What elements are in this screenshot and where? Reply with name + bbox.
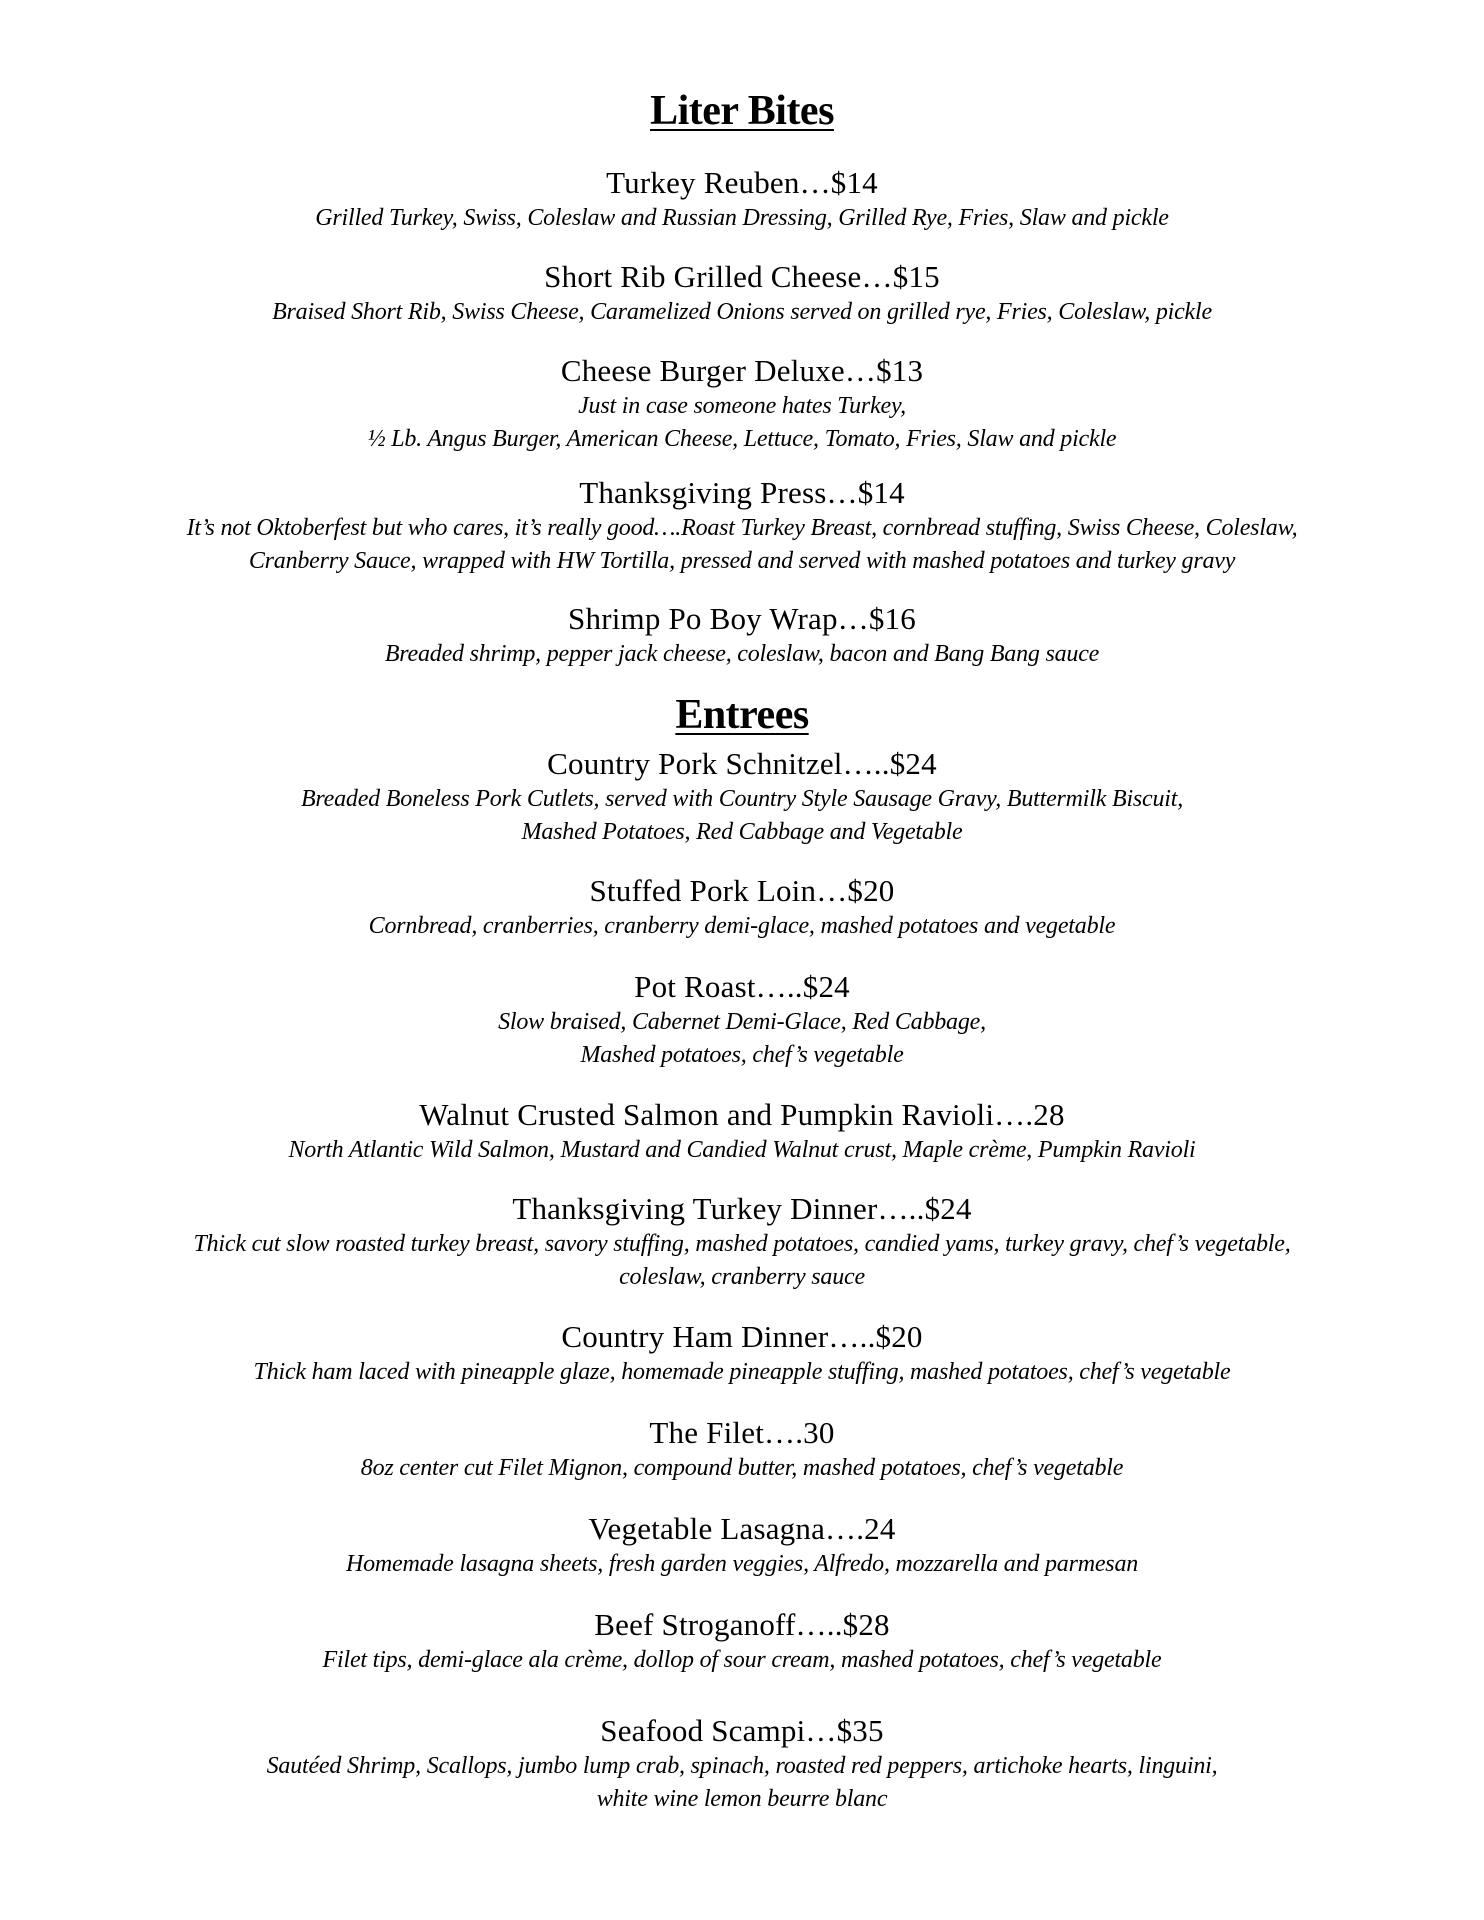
section-title-entrees: Entrees [675,692,809,738]
menu-item-name: Country Pork Schnitzel…..$24 [547,746,937,781]
menu-item-description: It’s not Oktoberfest but who cares, it’s really good….Roast Turkey Breast, cornbread stuffing, Swiss Cheese, Coleslaw, [186,515,1298,541]
menu-item-description: North Atlantic Wild Salmon, Mustard and Candied Walnut crust, Maple crème, Pumpkin Ravioli [288,1137,1196,1163]
menu-item-name: Walnut Crusted Salmon and Pumpkin Ravioli….28 [419,1097,1065,1132]
menu-item-description: Breaded shrimp, pepper jack cheese, coleslaw, bacon and Bang Bang sauce [384,641,1100,667]
menu-item-country-ham-dinner [0,1318,1484,1389]
menu-item-name: Cheese Burger Deluxe…$13 [560,353,924,388]
menu-item-turkey-reuben [0,164,1484,235]
menu-item-country-pork-schnitzel [0,745,1484,849]
menu-item-name: Seafood Scampi…$35 [600,1713,884,1748]
menu-item-description: Mashed Potatoes, Red Cabbage and Vegetable [521,819,963,845]
menu-item-description: Slow braised, Cabernet Demi-Glace, Red Cabbage, [498,1009,986,1035]
menu-item-description: Filet tips, demi-glace ala crème, dollop of sour cream, mashed potatoes, chef’s vegetable [322,1647,1162,1673]
menu-item-description: Just in case someone hates Turkey, [578,393,906,419]
menu-item-pot-roast [0,968,1484,1072]
menu-item-description: Mashed potatoes, chef’s vegetable [580,1042,904,1068]
menu-item-name: Thanksgiving Turkey Dinner…..$24 [512,1191,972,1226]
menu-item-thanksgiving-turkey-dinner [0,1190,1484,1294]
menu-item-short-rib-grilled-cheese [0,258,1484,329]
menu-item-description: ½ Lb. Angus Burger, American Cheese, Lettuce, Tomato, Fries, Slaw and pickle [367,426,1117,452]
menu-item-name: Stuffed Pork Loin…$20 [589,873,895,908]
menu-item-shrimp-po-boy-wrap [0,600,1484,671]
menu-item-description: Homemade lasagna sheets, fresh garden veggies, Alfredo, mozzarella and parmesan [345,1551,1139,1577]
menu-item-description: Breaded Boneless Pork Cutlets, served with Country Style Sausage Gravy, Buttermilk Biscuit, [300,786,1184,812]
menu-item-name: Short Rib Grilled Cheese…$15 [544,259,940,294]
menu-item-name: Country Ham Dinner…..$20 [561,1319,923,1354]
menu-item-name: Turkey Reuben…$14 [606,165,878,200]
menu-item-name: Beef Stroganoff…..$28 [594,1607,890,1642]
menu-item-beef-stroganoff [0,1606,1484,1677]
menu-item-description: Sautéed Shrimp, Scallops, jumbo lump crab, spinach, roasted red peppers, artichoke hearts, linguini, [266,1753,1218,1779]
menu-item-name: Shrimp Po Boy Wrap…$16 [568,601,916,636]
menu-item-description: Cornbread, cranberries, cranberry demi-glace, mashed potatoes and vegetable [368,913,1116,939]
menu-item-name: Thanksgiving Press…$14 [579,475,905,510]
menu-item-description: Grilled Turkey, Swiss, Coleslaw and Russian Dressing, Grilled Rye, Fries, Slaw and pickle [315,205,1169,231]
menu-item-name: The Filet….30 [649,1415,835,1450]
section-title-liter-bites: Liter Bites [650,88,834,134]
menu-item-name: Vegetable Lasagna….24 [588,1511,896,1546]
menu-item-description: Cranberry Sauce, wrapped with HW Tortilla, pressed and served with mashed potatoes and turkey gravy [248,548,1236,574]
menu-item-seafood-scampi [0,1712,1484,1816]
menu-item-description: coleslaw, cranberry sauce [619,1264,865,1290]
menu-item-thanksgiving-press [0,474,1484,578]
menu-item-cheese-burger-deluxe [0,352,1484,456]
menu-item-stuffed-pork-loin [0,872,1484,943]
menu-item-walnut-crusted-salmon [0,1096,1484,1167]
menu-item-description: white wine lemon beurre blanc [596,1786,888,1812]
menu-item-vegetable-lasagna [0,1510,1484,1581]
menu-item-description: Thick ham laced with pineapple glaze, homemade pineapple stuffing, mashed potatoes, chef’s vegetable [253,1359,1231,1385]
menu-item-description: Thick cut slow roasted turkey breast, savory stuffing, mashed potatoes, candied yams, turkey gravy, chef’s vegetable, [193,1231,1291,1257]
menu-item-description: 8oz center cut Filet Mignon, compound butter, mashed potatoes, chef’s vegetable [360,1455,1124,1481]
menu-item-name: Pot Roast…..$24 [634,969,850,1004]
menu-item-the-filet [0,1414,1484,1485]
menu-item-description: Braised Short Rib, Swiss Cheese, Caramelized Onions served on grilled rye, Fries, Coleslaw, pickle [272,299,1212,325]
